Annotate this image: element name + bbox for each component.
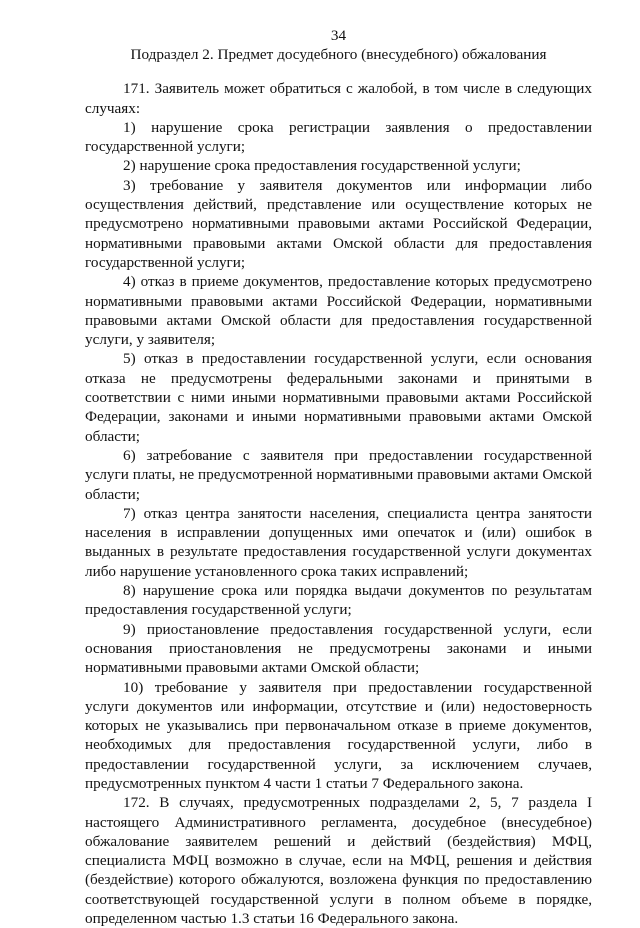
list-item-3: 3) требование у заявителя документов или информации либо осуществления действий, представление или осуществление которых не предусмотрено нормативными правовыми актами Российской Федерации, нормативными правовыми актами Омской области для предоставления государственной услуги; [85,176,592,271]
list-item-6: 6) затребование с заявителя при предоставлении государственной услуги платы, не предусмотренной нормативными правовыми актами Омской области; [85,446,592,503]
list-item-2: 2) нарушение срока предоставления государственной услуги; [123,157,521,175]
list-item-7: 7) отказ центра занятости населения, специалиста центра занятости населения в исправлении допущенных ими опечаток и (или) ошибок в выданных в результате предоставления государственной услуги документах либо нарушение установленного срока таких исправлений; [85,504,592,580]
list-item-5: 5) отказ в предоставлении государственной услуги, если основания отказа не предусмотрены федеральными законами и принятыми в соответствии с ними иными нормативными правовыми актами Российской Федерации, законами и иными нормативными правовыми актами Омской области; [85,350,592,445]
paragraph-171-intro: 171. Заявитель может обратиться с жалобой, в том числе в следующих случаях: [85,80,592,117]
body-text [85,79,592,928]
document-page [85,0,592,928]
list-item-9: 9) приостановление предоставления государственной услуги, если основания приостановления не предусмотрены законами и иными нормативными правовыми актами Омской области; [85,620,592,677]
list-item-1: 1) нарушение срока регистрации заявления о предоставлении государственной услуги; [85,118,592,156]
paragraph-172: 172. В случаях, предусмотренных подразделами 2, 5, 7 раздела I настоящего Административного регламента, досудебное (внесудебное) обжалование заявителем решений и действий (бездействия) МФЦ, специалиста МФЦ возможно в случае, если на МФЦ, решения и действия (бездействие) которого обжалуются, возложена функция по предоставлению соответствующей государственной услуги в полном объеме в порядке, определенном частью 1.3 статьи 16 Федерального закона. [85,794,592,928]
page-number: 34 [330,27,347,44]
list-item-8: 8) нарушение срока или порядка выдачи документов по результатам предоставления государственной услуги; [85,582,592,619]
section-heading: Подраздел 2. Предмет досудебного (внесудебного) обжалования [130,46,547,63]
list-item-10: 10) требование у заявителя при предоставлении государственной услуги документов или информации, отсутствие и (или) недостоверность которых не указывались при первоначальном отказе в приеме документов, необходимых для предоставления государственной услуги, либо в предоставлении государственной услуги, за исключением случаев, предусмотренных пунктом 4 части 1 статьи 7 Федерального закона. [85,678,592,792]
list-item-4: 4) отказ в приеме документов, предоставление которых предусмотрено нормативными правовыми актами Российской Федерации, нормативными правовыми актами Омской области для предоставления государственной услуги, у заявителя; [85,273,592,349]
